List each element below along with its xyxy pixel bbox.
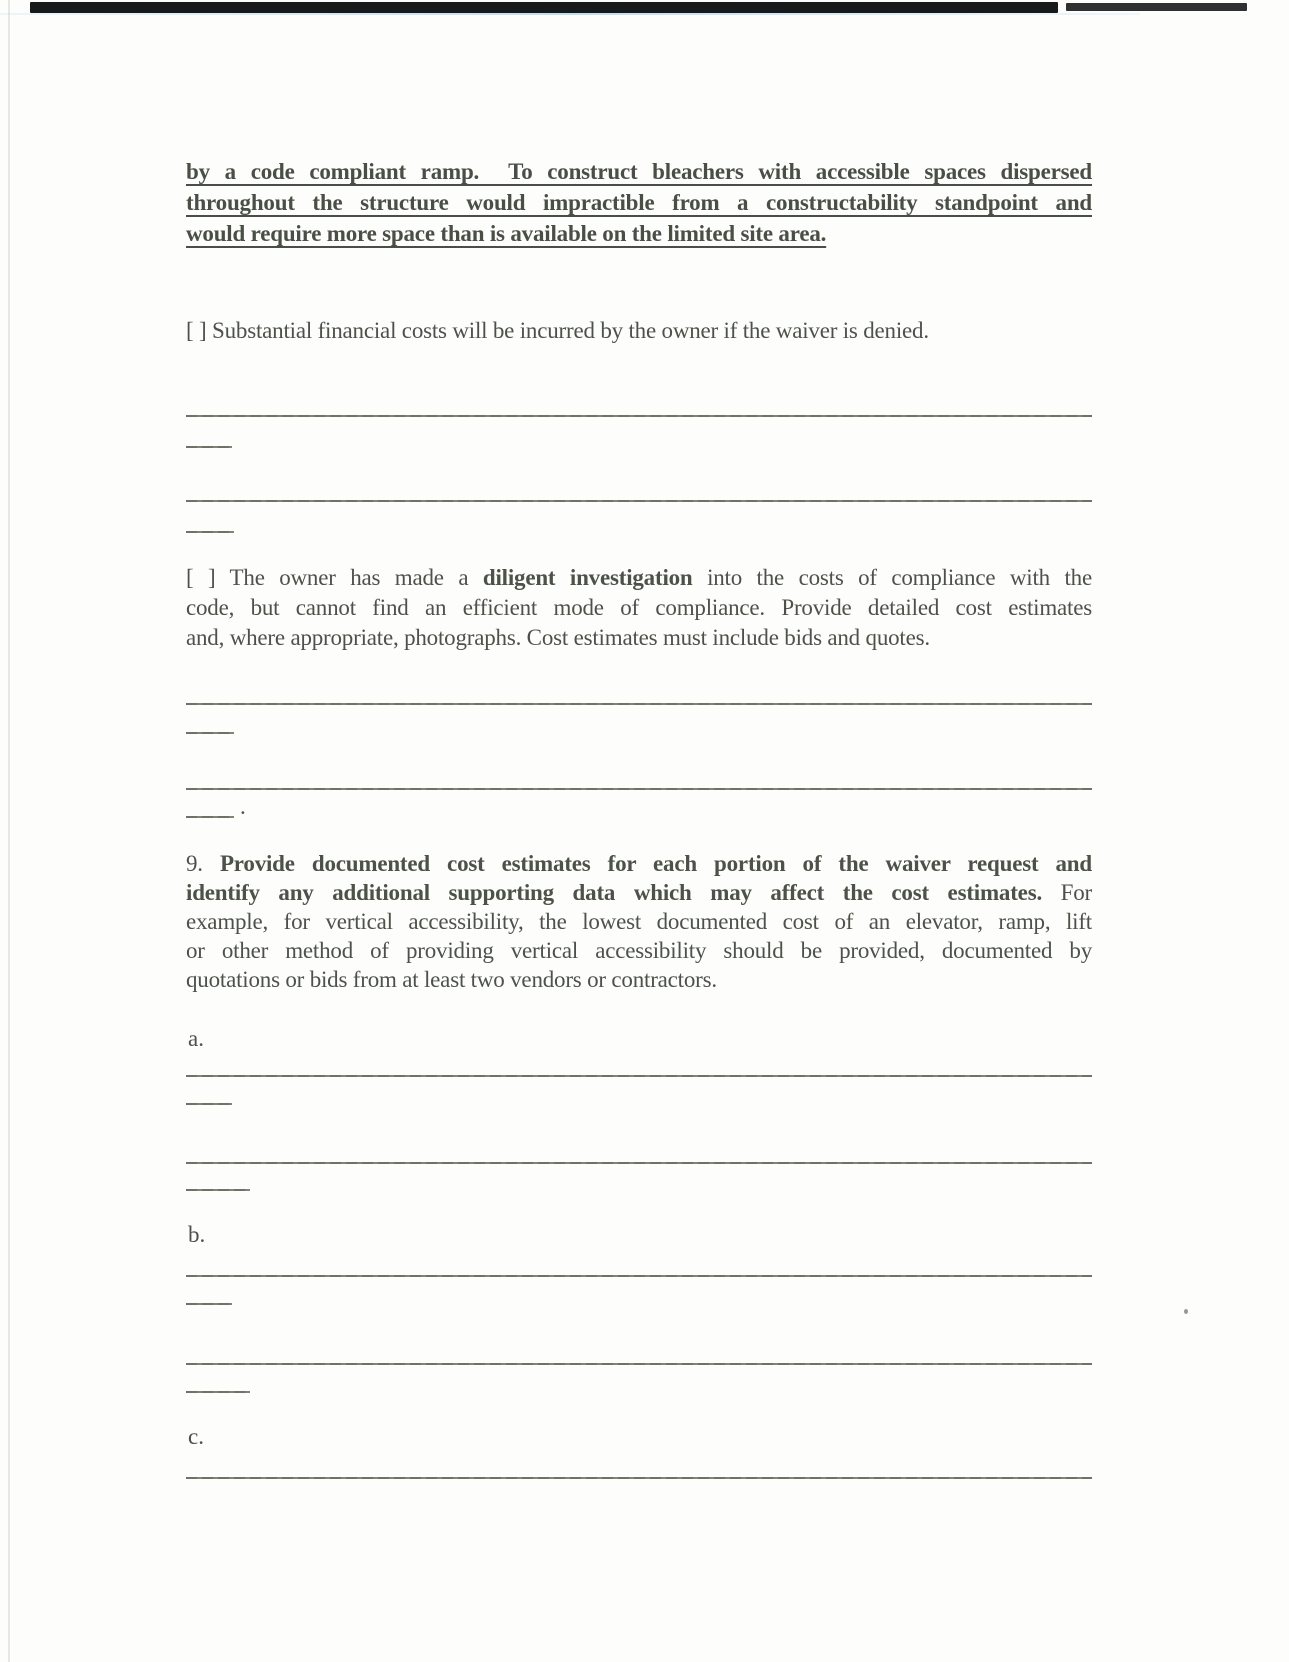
intro-heading-line-3: would require more space than is available on the limited site area. [186, 221, 827, 246]
blank-line[interactable] [186, 1189, 250, 1191]
blank-line[interactable] [186, 703, 1092, 705]
checkbox-investigation-text: into the costs of compliance with the [707, 565, 1092, 590]
blank-line[interactable] [186, 446, 232, 448]
blank-line[interactable] [186, 1075, 1092, 1077]
blank-line[interactable] [186, 732, 234, 734]
list-label-a: a. [188, 1026, 204, 1051]
checkbox-financial-text: Substantial financial costs will be incurred by the owner if the waiver is denied. [212, 318, 929, 343]
scan-artifact-top-bar [30, 2, 1058, 13]
blank-line[interactable] [186, 1477, 1092, 1479]
scan-artifact-blue-line [0, 13, 1140, 15]
blank-line[interactable] [186, 1162, 1092, 1164]
checkbox-investigation-paragraph [186, 563, 1092, 653]
checkbox-investigation-line-2: code, but cannot find an efficient mode of compliance. Provide detailed cost estimates [186, 595, 1092, 620]
blank-line[interactable] [186, 500, 1092, 502]
blank-line[interactable] [186, 1303, 232, 1305]
blank-line[interactable] [186, 1391, 250, 1393]
list-label-c: c. [188, 1424, 204, 1449]
blank-line[interactable] [186, 816, 234, 818]
blank-line-trailing-period: . [240, 794, 246, 819]
checkbox-investigation-text: The owner has made a [229, 565, 469, 590]
blank-line[interactable] [186, 788, 1092, 790]
item-9-paragraph [186, 849, 1092, 994]
checkbox-financial-marker[interactable]: [ ] [186, 318, 207, 343]
checkbox-financial-row [186, 316, 1092, 346]
item-9-line-3: example, for vertical accessibility, the lowest documented cost of an elevator, ramp, lift [186, 909, 1092, 934]
scan-artifact-left-edge-line [8, 0, 10, 1662]
bold-phrase-diligent-investigation: diligent investigation [482, 565, 693, 590]
scan-speck [1184, 1309, 1188, 1314]
intro-heading-line-2: throughout the structure would impractible from a constructability standpoint and [186, 190, 1092, 215]
item-9-bold-text: Provide documented cost estimates for each portion of the waiver request and [219, 851, 1092, 876]
blank-line[interactable] [186, 1363, 1092, 1365]
item-9-text: For [1060, 880, 1092, 905]
intro-heading-paragraph [186, 156, 1092, 249]
blank-line[interactable] [186, 415, 1092, 417]
blank-line[interactable] [186, 1275, 1092, 1277]
list-label-b: b. [188, 1222, 206, 1247]
blank-line[interactable] [186, 531, 234, 533]
intro-heading-line-1: by a code compliant ramp. To construct bleachers with accessible spaces dispersed [186, 159, 1092, 184]
blank-line[interactable] [186, 1103, 232, 1105]
checkbox-investigation-line-3: and, where appropriate, photographs. Cost estimates must include bids and quotes. [186, 625, 930, 650]
item-9-number: 9. [186, 851, 203, 876]
item-9-line-5: quotations or bids from at least two vendors or contractors. [186, 967, 717, 992]
item-9-line-4: or other method of providing vertical accessibility should be provided, documented by [186, 938, 1092, 963]
item-9-bold-text: identify any additional supporting data which may affect the cost estimates. [186, 880, 1042, 905]
checkbox-investigation-marker[interactable]: [ ] [186, 565, 216, 590]
scan-artifact-top-bar-right [1066, 3, 1247, 11]
